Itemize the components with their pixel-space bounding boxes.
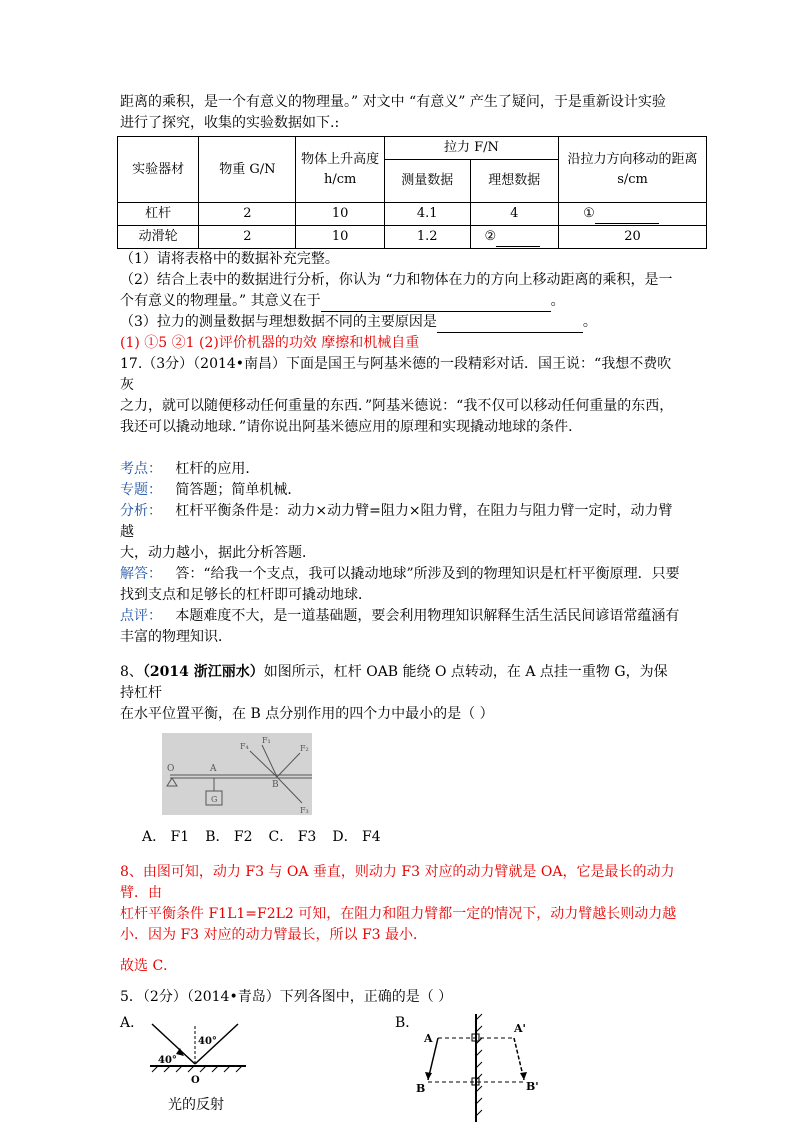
question-3-text: （3）拉力的测量数据与理想数据不同的主要原因是: [120, 314, 437, 330]
point-a-label: A: [424, 1032, 433, 1045]
experiment-table: [117, 136, 707, 249]
zhuanti-text: 简答题；简单机械．: [175, 482, 302, 498]
intro-line: 进行了探究，收集的实验数据如下.:: [120, 115, 340, 131]
point-b-prime-label: B': [526, 1080, 539, 1093]
cell-distance: [559, 203, 707, 226]
table-row: [118, 203, 707, 226]
dianping: [120, 606, 680, 627]
question-1: （1）请将表格中的数据补充完整。: [120, 251, 339, 267]
problem-5-figures: [120, 1012, 680, 1127]
problem-17-line: 之力，就可以随便移动任何重量的东西．”阿基米德说：“我不仅可以移动任何重量的东西，: [120, 398, 674, 414]
angle-label: 40°: [158, 1055, 177, 1066]
dianping-label: 点评：: [120, 608, 162, 624]
cell-weight: 2: [199, 203, 296, 226]
solution-line: 小．因为 F3 对应的动力臂最长，所以 F3 最小．: [120, 927, 428, 943]
header-weight: 物重 G/N: [199, 137, 296, 203]
fenxi-label: 分析：: [120, 503, 162, 519]
label-f1: F₁: [262, 736, 271, 745]
reflection-diagram: [140, 1016, 252, 1086]
jieda-text: 答：“给我一个支点，我可以撬动地球”所涉及到的物理知识是杠杆平衡原理．只要: [175, 566, 680, 582]
kaodian-text: 杠杆的应用．: [175, 461, 260, 477]
problem-8-number: 8、: [120, 664, 143, 680]
choices: [142, 827, 680, 848]
problem-17-line: 17.（3分）（2014•南昌）下面是国王与阿基米德的一段精彩对话．国王说：“我想不费吹灰: [120, 356, 672, 393]
zhuanti: [120, 480, 680, 501]
lever-diagram: [162, 733, 312, 815]
jieda: [120, 564, 680, 585]
caption-reflection: 光的反射: [168, 1097, 224, 1113]
blank-marker: ①: [583, 206, 595, 221]
fenxi: [120, 501, 680, 543]
cell-measured: 4.1: [384, 203, 470, 226]
problem-17-line: 我还可以撬动地球．”请你说出阿基米德应用的原理和实现撬动地球的条件．: [120, 419, 583, 435]
intro-line: 距离的乘积，是一个有意义的物理量。” 对文中 “有意义” 产生了疑问，于是重新设计实验: [120, 94, 666, 110]
answer-line: (1) ①5 ②1 (2)评价机器的功效 摩擦和机械自重: [120, 335, 420, 351]
cell-equipment: 杠杆: [118, 203, 199, 226]
answer-blank: [496, 246, 540, 247]
cell-distance: 20: [559, 226, 707, 249]
jieda-label: 解答：: [120, 566, 162, 582]
question-2-cont: [120, 291, 680, 312]
choice-b: B． F2: [205, 829, 253, 845]
table-header-row: [118, 137, 707, 160]
cell-rise: 10: [296, 203, 384, 226]
header-ideal: 理想数据: [470, 160, 559, 203]
jieda-cont: 找到支点和足够长的杠杆即可撬动地球．: [120, 587, 372, 603]
table-row: [118, 226, 707, 249]
fenxi-text: 杠杆平衡条件是：动力×动力臂=阻力×阻力臂，在阻力与阻力臂一定时，动力臂越: [120, 503, 673, 540]
solution-line: 8、由图可知，动力 F3 与 OA 垂直，则动力 F3 对应的动力臂就是 OA，它是最长的动力臂．由: [120, 864, 675, 901]
dianping-text: 本题难度不大，是一道基础题，要会利用物理知识解释生活生活民间谚语常蕴涵有: [175, 608, 680, 624]
kaodian-label: 考点：: [120, 461, 162, 477]
problem-8-line: 在水平位置平衡，在 B 点分别作用的四个力中最小的是（ ）: [120, 706, 494, 722]
dianping-cont: 丰富的物理知识．: [120, 629, 232, 645]
label-f4: F₄: [240, 742, 249, 751]
problem-8-line: [120, 662, 680, 704]
problem-5-line: 5．（2分）（2014•青岛）下列各图中，正确的是（ ）: [120, 989, 453, 1005]
label-b: B: [272, 780, 279, 790]
choice-a: A． F1: [142, 829, 190, 845]
zhuanti-label: 专题：: [120, 482, 162, 498]
cell-equipment: 动滑轮: [118, 226, 199, 249]
answer-blank: [437, 332, 583, 333]
header-pull: 拉力 F/N: [384, 137, 558, 160]
label-a: A: [210, 764, 217, 774]
document-page: [120, 92, 698, 1127]
point-b-label: B: [416, 1082, 426, 1095]
pivot-icon: [167, 778, 177, 786]
cell-ideal: 4: [470, 203, 559, 226]
label-f2: F₂: [300, 744, 309, 753]
option-a-label: A．: [120, 1015, 145, 1031]
label-g: G: [211, 795, 218, 804]
choice-c: C． F3: [268, 829, 317, 845]
period: 。: [550, 293, 565, 309]
point-a-prime-label: A': [514, 1022, 526, 1035]
lever-figure: [162, 733, 312, 815]
problem-8-source: （2014 浙江丽水）: [142, 664, 264, 680]
mirror-diagram: [416, 1012, 556, 1124]
angle-label: 40°: [198, 1036, 217, 1047]
header-equipment: 实验器材: [118, 137, 199, 203]
answer-blank: [595, 223, 659, 224]
kaodian: [120, 459, 680, 480]
problem-8-text: 如图所示，杠杆 OAB 能绕 O 点转动，在 A 点挂一重物 G，为保持杠杆: [120, 664, 668, 701]
header-measured: 测量数据: [384, 160, 470, 203]
solution-answer: 故选 C．: [120, 958, 178, 974]
choice-d: D． F4: [332, 829, 381, 845]
cell-weight: 2: [199, 226, 296, 249]
cell-measured: 1.2: [384, 226, 470, 249]
question-2: （2）结合上表中的数据进行分析，你认为 “力和物体在力的方向上移动距离的乘积，是一: [120, 272, 673, 288]
fenxi-cont: 大，动力越小，据此分析答题．: [120, 545, 316, 561]
cell-ideal: [470, 226, 559, 249]
cell-rise: 10: [296, 226, 384, 249]
header-distance: 沿拉力方向移动的距离 s/cm: [559, 137, 707, 203]
label-o: O: [167, 764, 175, 774]
option-b-label: B．: [395, 1015, 420, 1031]
point-o-label: O: [191, 1075, 200, 1086]
blank-marker: ②: [484, 229, 497, 244]
period: 。: [582, 314, 597, 330]
question-2-text: 个有意义的物理量。” 其意义在于: [120, 293, 321, 309]
solution-line: 杠杆平衡条件 F1L1=F2L2 可知，在阻力和阻力臂都一定的情况下，动力臂越长则动力越: [120, 906, 677, 922]
question-3: [120, 312, 680, 333]
label-f3: F₃: [300, 806, 309, 815]
header-rise: 物体上升高度 h/cm: [296, 137, 384, 203]
